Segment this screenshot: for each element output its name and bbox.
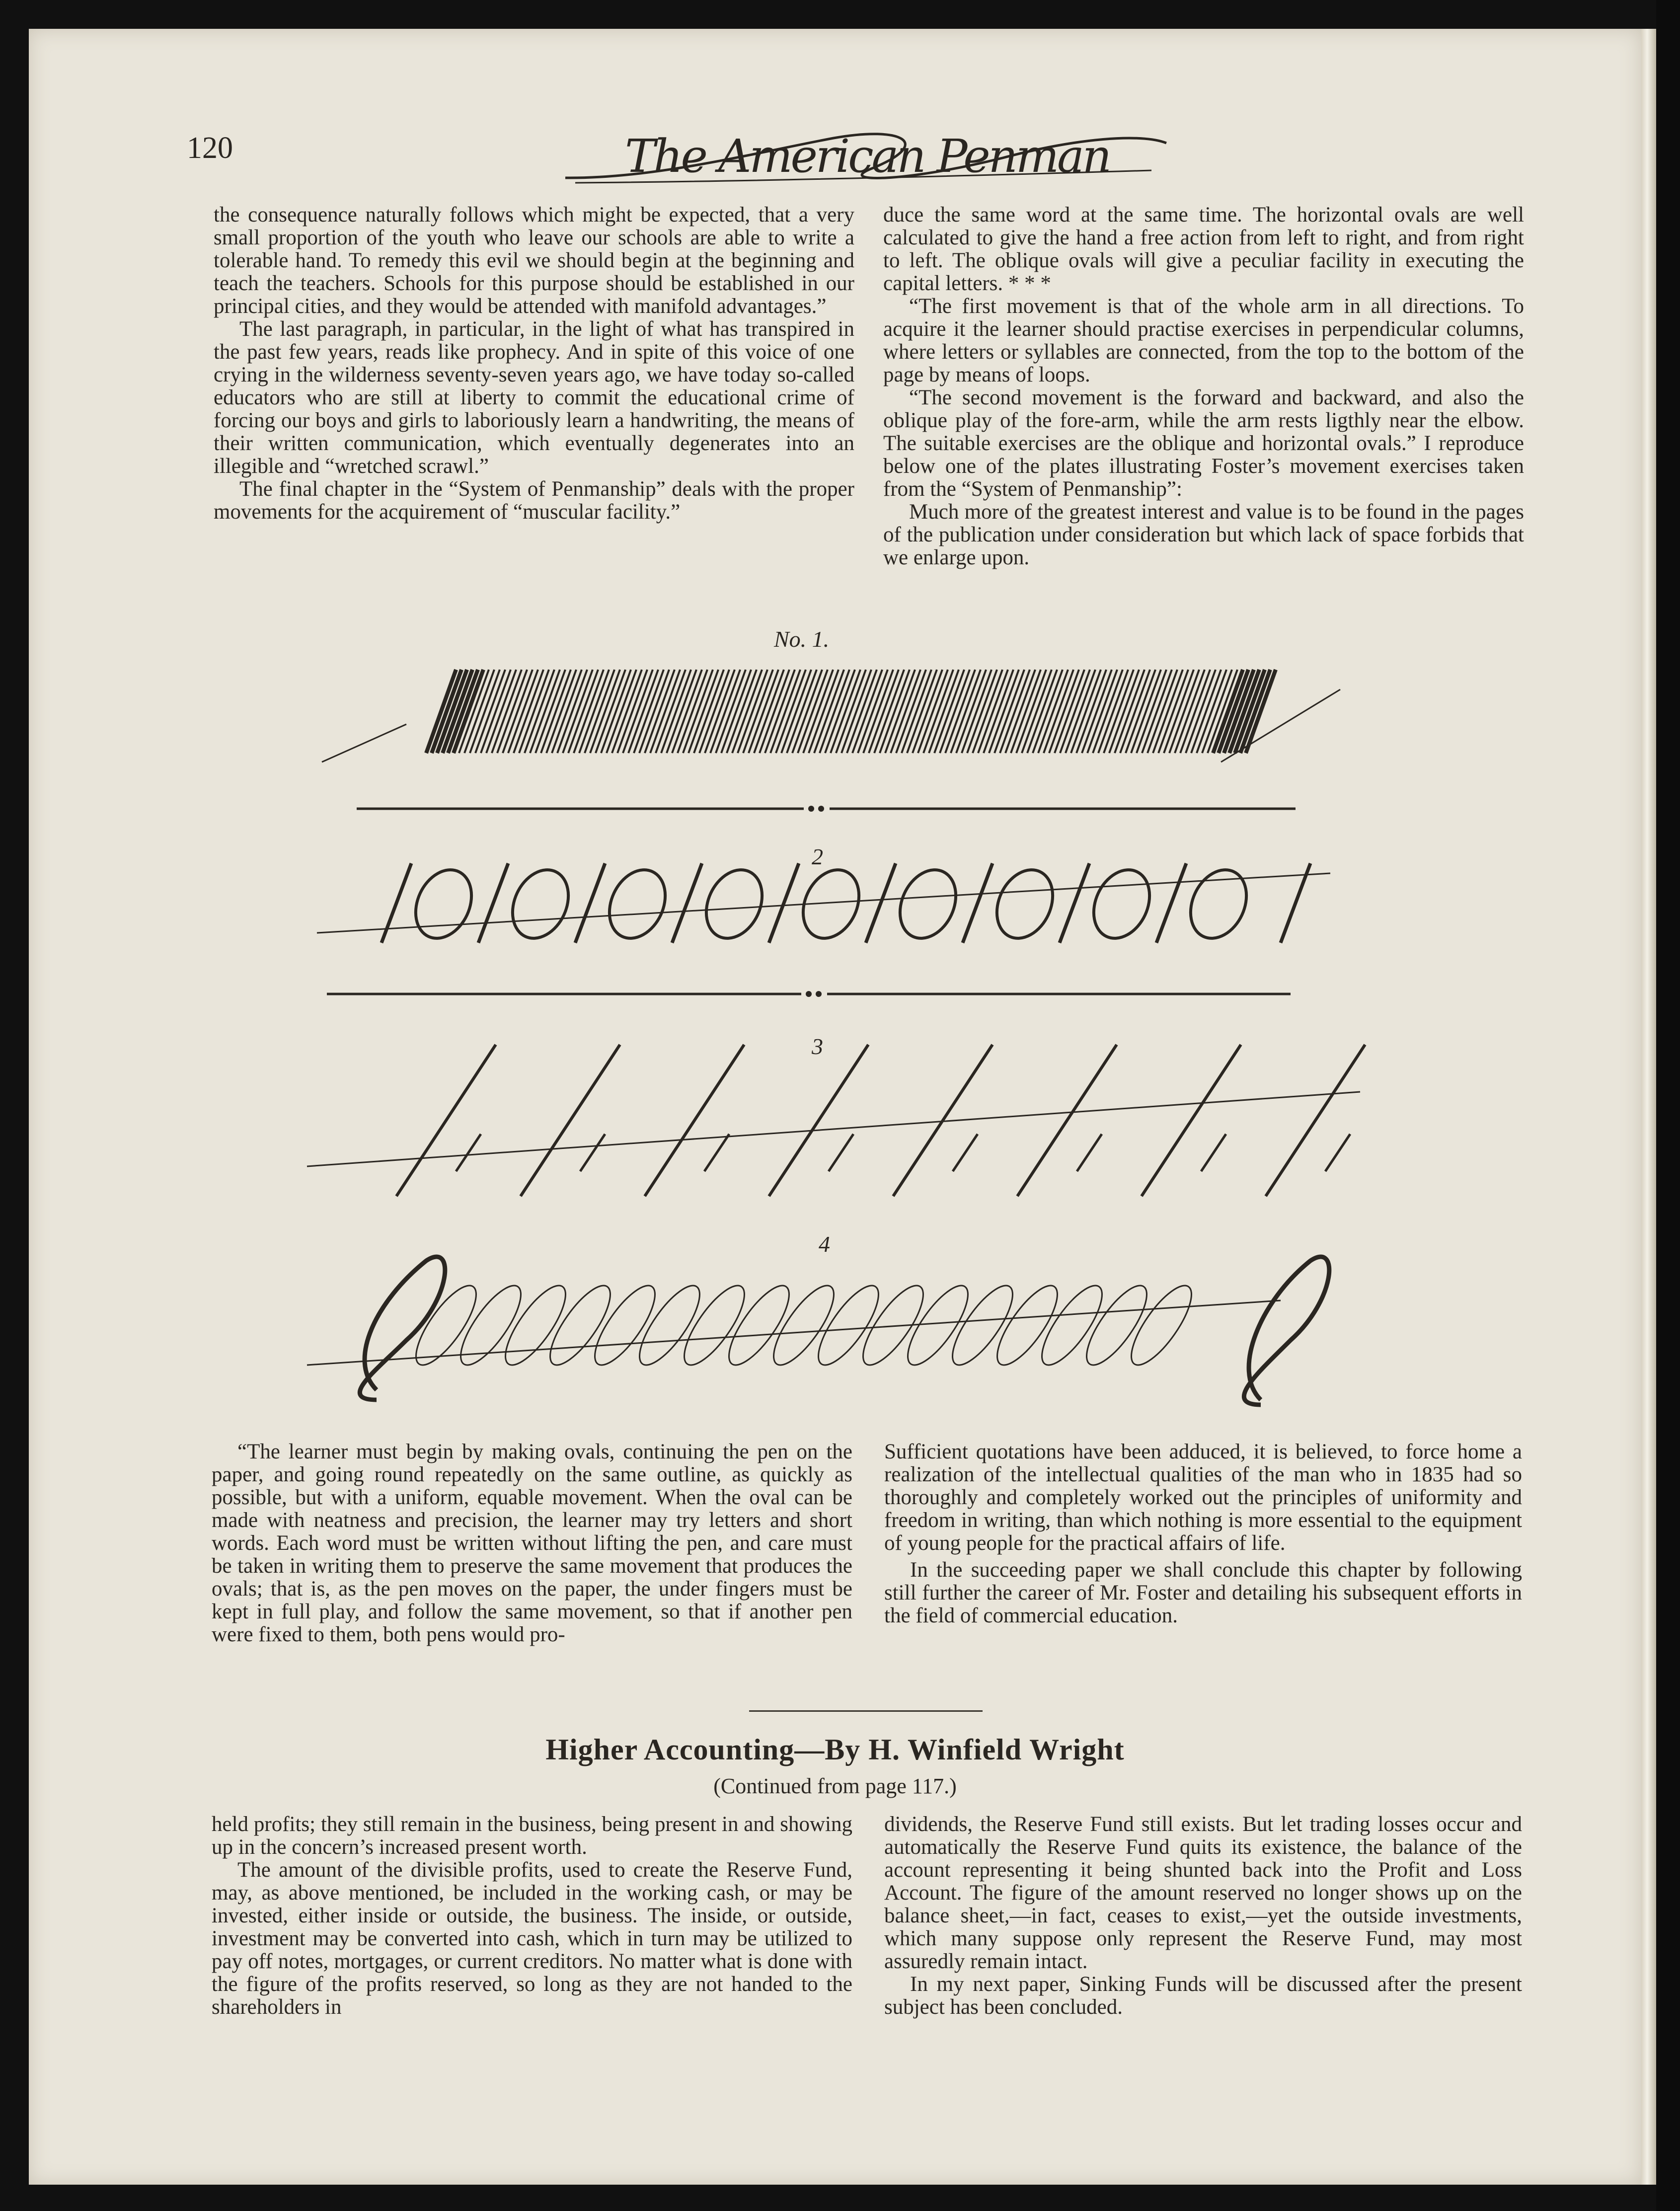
- magazine-page: [29, 29, 1641, 2185]
- paragraph: “The first movement is that of the whole arm in all directions. To acquire it the learner should practise exercises in perpendicular columns, where letters or syllables are connected, from the top to the bottom of the page by means of loops.: [883, 295, 1524, 386]
- article-title: Higher Accounting—By H. Winfield Wright: [545, 1733, 1125, 1766]
- column-bottom-left: [212, 1813, 852, 2019]
- plate-label-4: 4: [819, 1231, 830, 1257]
- divider-rule-1: [357, 806, 1296, 812]
- exercise-3-slants: [307, 1045, 1365, 1196]
- exercise-1-strokes: [322, 670, 1340, 762]
- scan-edge: [1656, 0, 1680, 2211]
- paragraph: In my next paper, Sinking Funds will be discussed after the present subject has been concluded.: [884, 1973, 1522, 2019]
- paragraph: duce the same word at the same time. The horizontal ovals are well calculated to give the hand a free action from left to right, and from right to left. The oblique ovals will give a peculiar facility in executing the capital letters. * * *: [883, 203, 1524, 295]
- divider-rule-2: [327, 991, 1291, 997]
- movement-exercises-plate: [29, 29, 1641, 1469]
- page-spine: [1641, 29, 1656, 2185]
- paragraph: held profits; they still remain in the business, being present in and showing up in the concern’s increased present worth.: [212, 1813, 852, 1859]
- paragraph: “The learner must begin by making ovals, continuing the pen on the paper, and going round repeatedly on the same outline, as quickly as possible, but with a uniform, equable movement. When the oval can be made with neatness and precision, the learner may try letters and short words. Each word must be written without lifting the pen, and care must be taken in writing them to preserve the same movement that produces the ovals; that is, as the pen moves on the paper, the under fingers must be kept in full play, and follow the same movement, so that if another pen were fixed to them, both pens would pro-: [212, 1440, 852, 1646]
- paragraph: Much more of the greatest interest and value is to be found in the pages of the publication under consideration but which lack of space forbids that we enlarge upon.: [883, 500, 1524, 569]
- paragraph: dividends, the Reserve Fund still exists. But let trading losses occur and automatically the Reserve Fund quits its existence, the balance of the account representing it being shunted back into the Profit and Loss Account. The figure of the amount reserved no longer shows up on the balance sheet,—in fact, ceases to exist,—yet the outside investments, which many suppose only represent the Reserve Fund, may most assuredly remain intact.: [884, 1813, 1522, 1973]
- paragraph: the consequence naturally follows which might be expected, that a very small proportion of the youth who leave our schools are able to write a tolerable hand. To remedy this evil we should begin at the beginning and teach the teachers. Schools for this purpose should be established in our principal cities, and they would be attended with manifold advantages.”: [214, 203, 854, 318]
- exercise-4-loops: [307, 1257, 1329, 1405]
- svg-text:The American Penman: The American Penman: [625, 130, 1112, 183]
- paragraph: The last paragraph, in particular, in the light of what has transpired in the past few years, reads like prophecy. And in spite of this voice of one crying in the wilderness seventy-seven years ago, we have today so-called educators who are still at liberty to commit the educational crime of forcing our boys and girls to laboriously learn a handwriting, the means of their written communication, which eventually degenerates into an illegible and “wretched scrawl.”: [214, 317, 854, 478]
- paragraph: In the succeeding paper we shall conclude this chapter by following still further the career of Mr. Foster and detailing his subsequent efforts in the field of commercial education.: [884, 1558, 1522, 1627]
- exercise-2-ovals: [317, 861, 1330, 947]
- paragraph: “The second movement is the forward and backward, and also the oblique play of the fore-arm, while the arm rests ligthly near the elbow. The suitable exercises are the oblique and horizontal ovals.” I reproduce below one of the plates illustrating Foster’s movement exercises taken from the “System of Penmanship”:: [883, 386, 1524, 501]
- article-subtitle: (Continued from page 117.): [713, 1774, 957, 1798]
- column-middle-left: [212, 1441, 852, 1646]
- paragraph: The final chapter in the “System of Penmanship” deals with the proper movements for the acquirement of “muscular facility.”: [214, 477, 854, 524]
- plate-label-2: 2: [812, 844, 823, 869]
- paragraph: Sufficient quotations have been adduced, it is believed, to force home a realization of the intellectual qualities of the man who in 1835 had so thoroughly and completely worked out the principles of uniformity and freedom in writing, than which nothing is more essential to the equipment of young people for the practical affairs of life.: [884, 1440, 1522, 1555]
- plate-label-1: No. 1.: [774, 626, 830, 652]
- column-bottom-right: [884, 1813, 1522, 2019]
- section-divider: [749, 1710, 983, 1712]
- plate-label-3: 3: [812, 1034, 823, 1059]
- paragraph: The amount of the divisible profits, used to create the Reserve Fund, may, as above mentioned, be included in the working cash, or may be invested, either inside or outside, the business. The inside, or outside, investment may be converted into cash, which in turn may be utilized to pay off notes, mortgages, or current creditors. No matter what is done with the figure of the profits reserved, so long as they are not handed to the shareholders in: [212, 1858, 852, 2019]
- page-number: 120: [187, 131, 233, 165]
- column-middle-right: [884, 1441, 1522, 1627]
